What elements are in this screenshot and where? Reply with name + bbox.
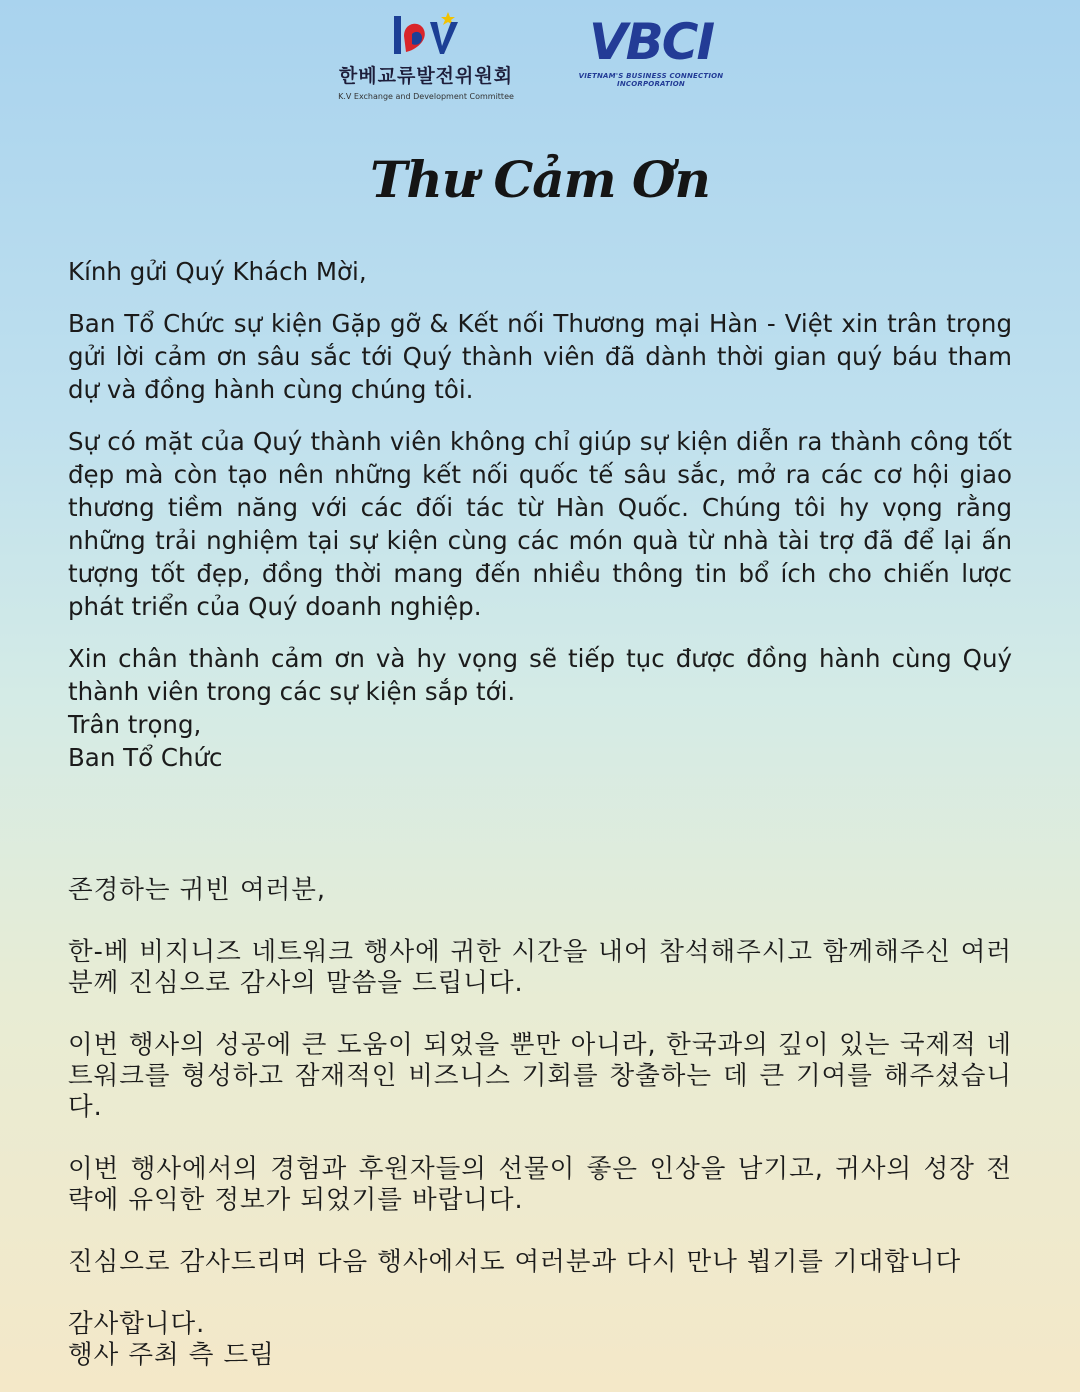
header-logos: [0, 0, 1080, 110]
vi-paragraph-3: Xin chân thành cảm ơn và hy vọng sẽ tiếp tục được đồng hành cùng Quý thành viên trong các sự kiện sắp tới.: [68, 644, 1012, 706]
kv-committee-logo: [326, 10, 526, 101]
ko-paragraph-4: 진심으로 감사드리며 다음 행사에서도 여러분과 다시 만나 뵙기를 기대합니다: [68, 1247, 962, 1277]
korean-letter: [68, 875, 1012, 1371]
letter-title: Thư Cảm Ơn: [370, 150, 710, 209]
vi-salutation: Kính gửi Quý Khách Mời,: [68, 257, 367, 286]
vi-signature: Ban Tổ Chức: [68, 743, 223, 772]
ko-closing: 감사합니다.: [68, 1309, 206, 1339]
ko-salutation: 존경하는 귀빈 여러분,: [68, 875, 327, 905]
ko-paragraph-2: 이번 행사의 성공에 큰 도움이 되었을 뿐만 아니라, 한국과의 깊이 있는 국제적 네트워크를 형성하고 잠재적인 비즈니스 기회를 창출하는 데 큰 기여를 해주셨습니다.: [68, 1030, 1012, 1122]
vietnamese-letter: [68, 255, 1012, 774]
vi-paragraph-1: Ban Tổ Chức sự kiện Gặp gỡ & Kết nối Thương mại Hàn - Việt xin trân trọng gửi lời cảm ơn sâu sắc tới Quý thành viên đã dành thời gian quý báu tham dự và đồng hành cùng chúng tôi.: [68, 309, 1012, 404]
vi-paragraph-2: Sự có mặt của Quý thành viên không chỉ giúp sự kiện diễn ra thành công tốt đẹp mà còn tạo nên những kết nối quốc tế sâu sắc, mở ra các cơ hội giao thương tiềm năng với các đối tác từ Hàn Quốc. Chúng tôi hy vọng rằng những trải nghiệm tại sự kiện cùng các món quà từ nhà tài trợ đã để lại ấn tượng tốt đẹp, đồng thời mang đến nhiều thông tin bổ ích cho chiến lược phát triển của Quý doanh nghiệp.: [68, 427, 1012, 621]
ko-paragraph-3: 이번 행사에서의 경험과 후원자들의 선물이 좋은 인상을 남기고, 귀사의 성장 전략에 유익한 정보가 되었기를 바랍니다.: [68, 1154, 1012, 1215]
ko-paragraph-1: 한-베 비지니즈 네트워크 행사에 귀한 시간을 내어 참석해주시고 함께해주신 여러분께 진심으로 감사의 말씀을 드립니다.: [68, 937, 1012, 998]
kv-emblem-icon: [388, 10, 464, 58]
vbci-logo: [546, 13, 756, 88]
vi-closing: Trân trọng,: [68, 710, 202, 739]
kv-korean-name: 한베교류발전위원회: [338, 65, 514, 87]
vbci-wordmark: VBCI: [588, 13, 714, 71]
kv-english-name: K.V Exchange and Development Committee: [338, 92, 514, 101]
vbci-tagline: VIETNAM'S BUSINESS CONNECTION INCORPORATION: [578, 72, 724, 88]
ko-signature: 행사 주최 측 드림: [68, 1340, 275, 1370]
